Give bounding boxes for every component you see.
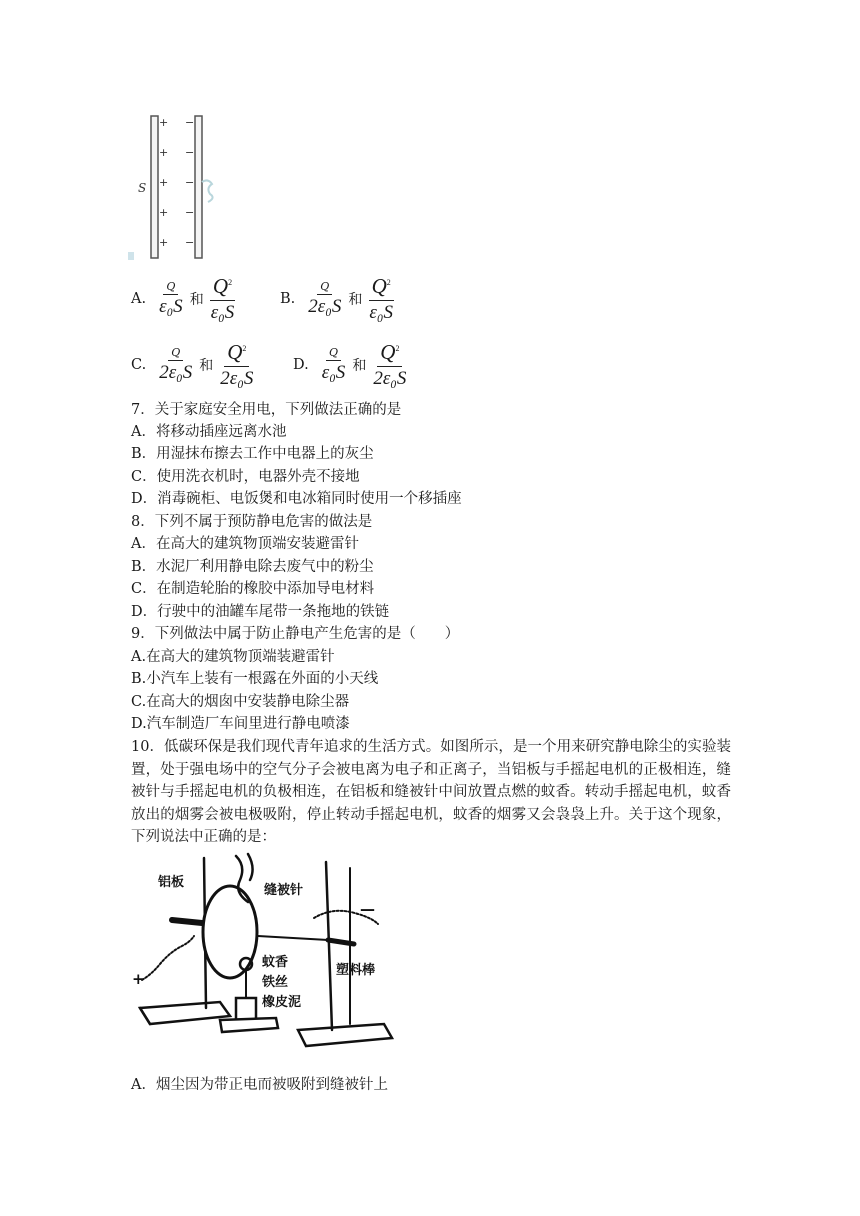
fraction <box>305 280 344 318</box>
needle <box>258 936 328 940</box>
denominator-text: 2ε₀S <box>220 368 254 389</box>
fraction <box>217 340 256 390</box>
denominator-text: ε₀S <box>369 302 393 323</box>
area-label-s: S <box>138 181 147 195</box>
plus-sign: + <box>159 236 169 249</box>
option-c[interactable] <box>131 340 258 390</box>
right-stand-base <box>298 1024 392 1046</box>
aluminum-plate <box>203 886 257 978</box>
denominator-text: ε₀S <box>210 302 235 323</box>
question-7-stem: 7．关于家庭安全用电，下列做法正确的是 <box>131 402 402 418</box>
numerator <box>210 274 235 301</box>
conjunction: 和 <box>189 292 204 308</box>
minus-sign: − <box>185 236 195 249</box>
label-plastic-rod: 塑料棒 <box>336 963 376 978</box>
option-a[interactable] <box>131 274 239 324</box>
label-negative: — <box>360 900 375 918</box>
positive-wire <box>142 936 194 980</box>
question-9-option-c[interactable]: C.在高大的烟囱中安装静电除尘器 <box>131 694 350 710</box>
question-7-option-d[interactable]: D．消毒碗柜、电饭煲和电冰箱同时使用一个移插座 <box>131 491 462 507</box>
question-7-option-a[interactable]: A．将移动插座远离水池 <box>131 424 287 440</box>
denominator <box>305 295 344 318</box>
minus-sign: − <box>185 116 195 129</box>
question-7-option-c[interactable]: C．使用洗衣机时，电器外壳不接地 <box>131 469 360 485</box>
label-iron-wire: 铁丝 <box>262 975 289 990</box>
denominator <box>156 295 186 318</box>
question-8-stem: 8．下列不属于预防静电危害的做法是 <box>131 514 373 530</box>
exponent: 2 <box>386 278 391 287</box>
option-label: B. <box>280 291 296 307</box>
numerator <box>377 340 402 367</box>
parallel-plate-figure <box>128 112 218 262</box>
denominator-text: 2ε₀S <box>159 362 193 383</box>
option-label: C. <box>131 357 147 373</box>
denominator-text: ε₀S <box>159 296 183 317</box>
fraction <box>370 340 409 390</box>
numerator: Q <box>326 346 341 361</box>
fraction <box>366 274 396 324</box>
denominator-text: 2ε₀S <box>373 368 407 389</box>
plus-sign: + <box>159 176 169 189</box>
exponent: 2 <box>395 344 400 353</box>
exponent: 2 <box>242 344 247 353</box>
numerator <box>224 340 249 367</box>
numerator: Q <box>163 280 178 295</box>
question-9-stem: 9．下列做法中属于防止静电产生危害的是（ ） <box>131 626 460 642</box>
label-positive: + <box>132 970 145 988</box>
parallel-plate-svg <box>128 112 218 262</box>
question-9-option-a[interactable]: A.在高大的建筑物顶端装避雷针 <box>131 649 335 665</box>
denominator <box>370 367 409 390</box>
negative-plate <box>195 116 202 258</box>
plus-sign: + <box>159 116 169 129</box>
exponent: 2 <box>228 278 233 287</box>
small-base <box>220 1018 278 1032</box>
label-mosquito-coil: 蚊香 <box>262 955 289 970</box>
apparatus-svg <box>128 848 418 1053</box>
numerator-q: Q <box>212 274 229 298</box>
scan-artifact <box>128 252 134 260</box>
electrostatic-apparatus-figure <box>128 848 418 1053</box>
fraction <box>156 346 195 384</box>
denominator <box>217 367 256 390</box>
numerator-q: Q <box>380 340 396 364</box>
top-wire-2 <box>248 854 253 880</box>
denominator <box>366 301 396 324</box>
label-plasticine: 橡皮泥 <box>262 995 302 1010</box>
left-stand-base <box>140 1002 230 1024</box>
option-b[interactable] <box>280 274 398 324</box>
question-8-option-a[interactable]: A．在高大的建筑物顶端安装避雷针 <box>131 536 359 552</box>
denominator <box>319 361 349 384</box>
plus-sign: + <box>159 146 169 159</box>
denominator-text: 2ε₀S <box>308 296 342 317</box>
option-d[interactable] <box>293 340 411 390</box>
positive-plate <box>151 116 158 258</box>
numerator: Q <box>168 346 183 361</box>
watermark-mark <box>202 180 213 202</box>
question-8-option-b[interactable]: B．水泥厂利用静电除去废气中的粉尘 <box>131 559 374 575</box>
denominator <box>208 301 238 324</box>
numerator-q: Q <box>371 274 387 298</box>
minus-sign: − <box>185 146 195 159</box>
minus-sign: − <box>185 206 195 219</box>
option-label: D. <box>293 357 309 373</box>
question-10-stem: 10．低碳环保是我们现代青年追求的生活方式。如图所示，是一个用来研究静电除尘的实验装置，处于强电场中的空气分子会被电离为电子和正离子，当铝板与手摇起电机的正极相连，缝被针与手摇起电机的负极相连，在铝板和缝被针中间放置点燃的蚊香。转动手摇起电机，蚊香放出的烟雾会被电极吸附，停止转动手摇起电机，蚊香的烟雾又会袅袅上升。关于这个现象，下列说法中正确的是： <box>131 739 731 845</box>
minus-sign: − <box>185 176 195 189</box>
label-aluminum-plate: 铝板 <box>158 875 185 890</box>
numerator-q: Q <box>227 340 243 364</box>
fraction <box>156 280 186 318</box>
question-10-option-a[interactable]: A．烟尘因为带正电而被吸附到缝被针上 <box>131 1077 388 1093</box>
fraction <box>208 274 238 324</box>
fraction <box>319 346 349 384</box>
numerator: Q <box>317 280 332 295</box>
question-7-option-b[interactable]: B．用湿抹布擦去工作中电器上的灰尘 <box>131 446 374 462</box>
question-8-option-d[interactable]: D．行驶中的油罐车尾带一条拖地的铁链 <box>131 604 390 620</box>
conjunction: 和 <box>352 358 367 374</box>
label-needle: 缝被针 <box>264 883 304 898</box>
question-9-option-d[interactable]: D.汽车制造厂车间里进行静电喷漆 <box>131 716 350 732</box>
denominator-text: ε₀S <box>321 362 346 383</box>
plus-sign: + <box>159 206 169 219</box>
conjunction: 和 <box>348 292 363 308</box>
question-8-option-c[interactable]: C．在制造轮胎的橡胶中添加导电材料 <box>131 581 375 597</box>
question-9-option-b[interactable]: B.小汽车上装有一根露在外面的小天线 <box>131 671 379 687</box>
denominator <box>156 361 195 384</box>
numerator <box>369 274 394 301</box>
conjunction: 和 <box>199 358 214 374</box>
option-label: A. <box>131 291 147 307</box>
right-stand-rod <box>326 862 332 1030</box>
